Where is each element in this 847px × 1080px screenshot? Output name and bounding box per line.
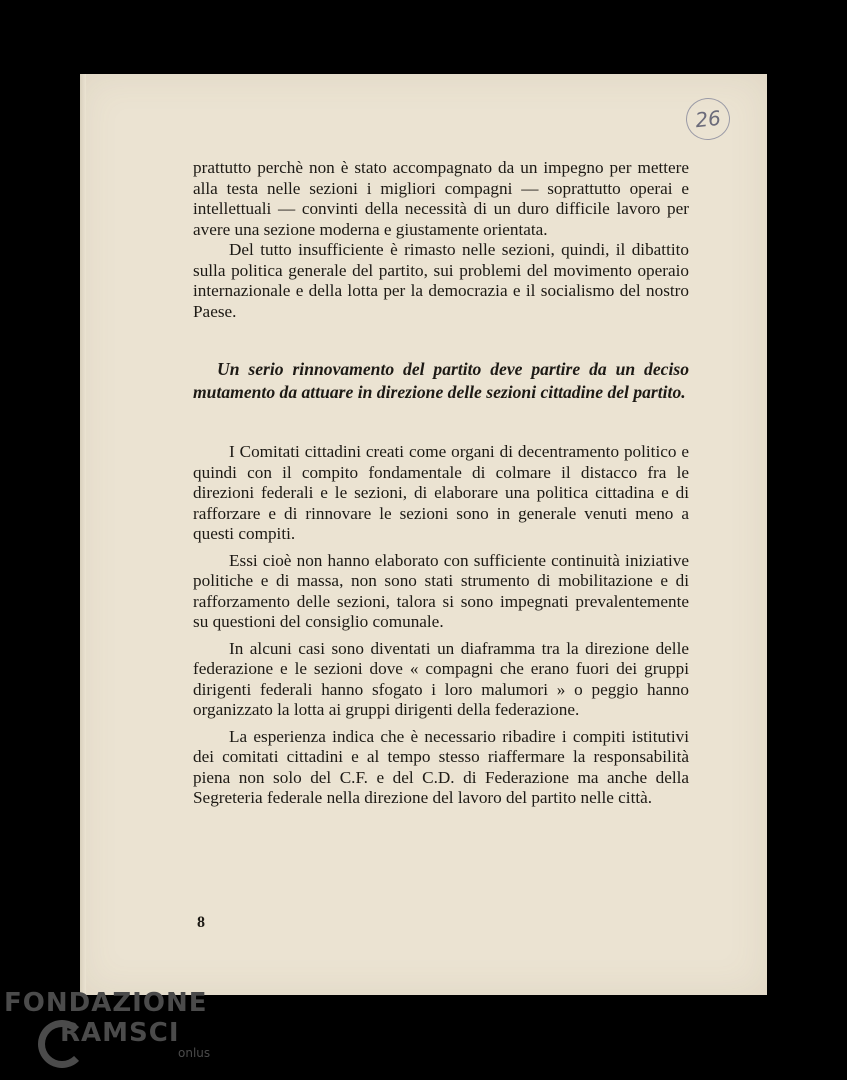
logo-g-icon (38, 1020, 86, 1068)
page-number: 8 (197, 914, 205, 931)
paragraph-3: I Comitati cittadini creati come organi di decentramento politico e quindi con il compito fondamentale di colmare il distacco fra le direzioni federali e le sezioni, di elaborare una politica cittadina e di rafforzare e di rinnovare le sezioni sono in generale venuti meno a questi compiti. (193, 442, 689, 543)
paragraph-4: Essi cioè non hanno elaborato con sufficiente continuità iniziative politiche e di massa, non sono stati strumento di mobilitazione e di rafforzamento delle sezioni, talora si sono impegnati prevalentemente su questioni del consiglio comunale. (193, 550, 689, 631)
page-edge (80, 74, 86, 995)
logo-line1: FONDAZIONE (4, 988, 208, 1018)
fondazione-gramsci-logo (4, 988, 211, 1060)
paragraph-2: Del tutto insufficiente è rimasto nelle sezioni, quindi, il dibattito sulla politica generale del partito, sui problemi del movimento operaio internazionale e della lotta per la democrazia e il socialismo del nostro Paese. (193, 240, 689, 321)
logo-onlus: onlus (178, 1046, 211, 1060)
archive-number-stamp: 26 (684, 96, 732, 142)
logo-line2-text: RAMSCI (60, 1018, 180, 1048)
logo-line2 (4, 1018, 207, 1048)
headline: Un serio rinnovamento del partito deve partire da un deciso mutamento da attuare in direzione delle sezioni cittadine del partito. (193, 359, 689, 402)
body-text (193, 158, 689, 809)
paragraph-5: In alcuni casi sono diventati un diaframma tra la direzione delle federazione e le sezioni dove « compagni che erano fuori dei gruppi dirigenti federali hanno sfogato i loro malumori » o peggio hanno organizzato la lotta ai gruppi dirigenti della federazione. (193, 638, 689, 719)
document-page (80, 74, 767, 995)
paragraph-1: prattutto perchè non è stato accompagnato da un impegno per mettere alla testa nelle sezioni i migliori compagni — soprattutto operai e intellettuali — convinti della necessità di un duro difficile lavoro per avere una sezione moderna e giustamente orientata. (193, 158, 689, 239)
paragraph-6: La esperienza indica che è necessario ribadire i compiti istitutivi dei comitati cittadini e al tempo stesso riaffermare la responsabilità piena non solo del C.F. e del C.D. di Federazione ma anche della Segreteria federale nella direzione del lavoro del partito nelle città. (193, 726, 689, 807)
